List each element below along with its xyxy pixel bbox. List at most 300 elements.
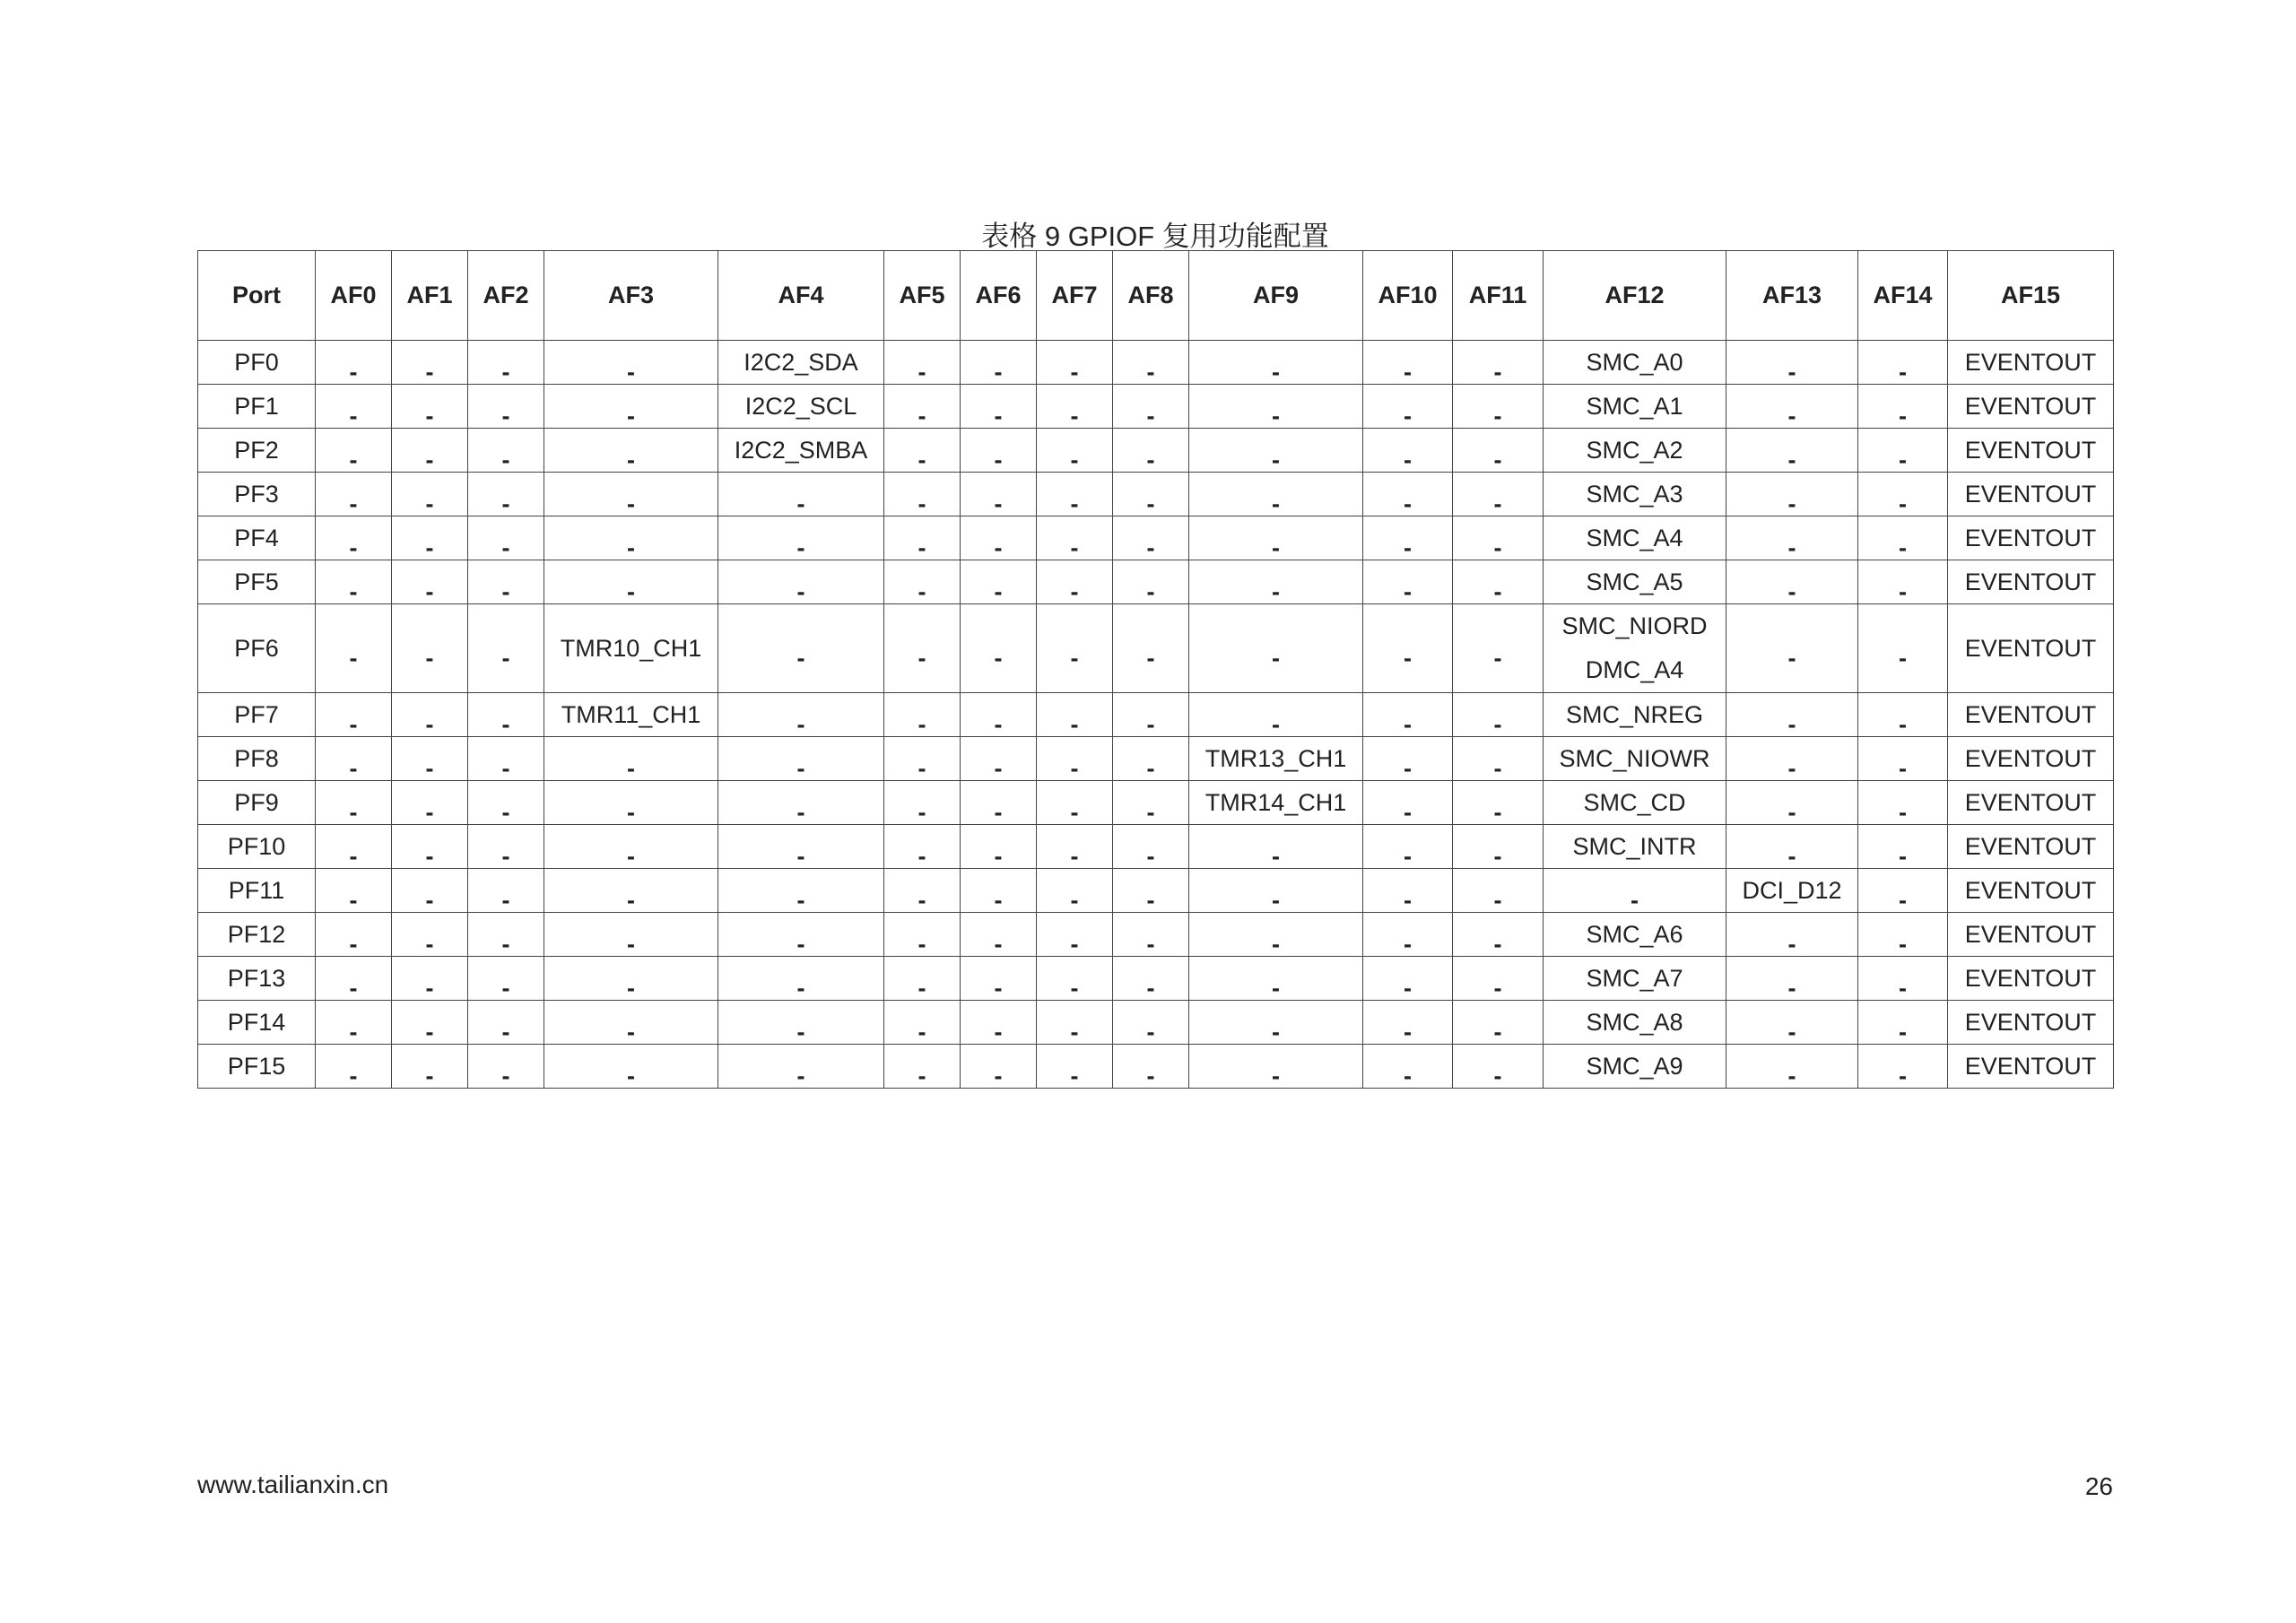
af-cell xyxy=(544,737,718,781)
empty-dash: - xyxy=(1272,974,1280,1001)
af-cell xyxy=(1726,1001,1858,1045)
af-cell xyxy=(884,473,961,516)
empty-dash: - xyxy=(1899,974,1907,1001)
af-cell xyxy=(1037,957,1113,1001)
af-cell xyxy=(1037,516,1113,560)
empty-dash: - xyxy=(349,644,358,672)
port-cell xyxy=(198,516,316,560)
af-cell xyxy=(1544,957,1726,1001)
af-cell xyxy=(1037,560,1113,604)
af-cell xyxy=(1948,781,2114,825)
af-cell xyxy=(392,869,468,913)
af-cell xyxy=(1858,913,1948,957)
af-cell xyxy=(1726,560,1858,604)
empty-dash: - xyxy=(1787,644,1796,672)
empty-dash: - xyxy=(1493,534,1502,560)
af-cell xyxy=(1037,604,1113,693)
empty-dash: - xyxy=(1787,358,1796,385)
af-cell xyxy=(316,516,392,560)
af-cell xyxy=(1037,473,1113,516)
af-cell xyxy=(884,957,961,1001)
af-cell xyxy=(468,825,544,869)
empty-dash: - xyxy=(1272,886,1280,913)
empty-dash: - xyxy=(918,446,926,473)
af-cell xyxy=(718,473,884,516)
empty-dash: - xyxy=(1070,644,1079,672)
af-cell xyxy=(961,1001,1037,1045)
af-cell xyxy=(1453,516,1544,560)
af-cell xyxy=(1453,737,1544,781)
cell-text: EVENTOUT xyxy=(1964,964,2097,992)
table-row xyxy=(198,913,2114,957)
empty-dash: - xyxy=(918,1018,926,1045)
header-cell: AF13 xyxy=(1726,251,1858,341)
af-cell xyxy=(1544,385,1726,429)
af-cell xyxy=(1726,473,1858,516)
af-cell xyxy=(544,693,718,737)
empty-dash: - xyxy=(1146,930,1155,957)
table-row xyxy=(198,1045,2114,1089)
af-cell xyxy=(1113,516,1189,560)
af-cell xyxy=(1948,604,2114,693)
empty-dash: - xyxy=(1787,1018,1796,1045)
empty-dash: - xyxy=(1146,710,1155,737)
table-row xyxy=(198,341,2114,385)
af-cell xyxy=(1113,473,1189,516)
empty-dash: - xyxy=(1899,798,1907,825)
af-cell xyxy=(1453,385,1544,429)
af-cell xyxy=(1113,913,1189,957)
af-cell xyxy=(1726,341,1858,385)
af-cell xyxy=(1113,1001,1189,1045)
af-cell xyxy=(1726,429,1858,473)
af-cell xyxy=(718,869,884,913)
af-cell xyxy=(1363,341,1453,385)
af-cell xyxy=(1726,604,1858,693)
empty-dash: - xyxy=(1493,402,1502,429)
af-cell xyxy=(1858,385,1948,429)
af-cell xyxy=(468,693,544,737)
empty-dash: - xyxy=(1272,1062,1280,1089)
af-cell xyxy=(1189,560,1363,604)
cell-text: EVENTOUT xyxy=(1964,392,2097,420)
empty-dash: - xyxy=(349,974,358,1001)
empty-dash: - xyxy=(349,798,358,825)
empty-dash: - xyxy=(349,930,358,957)
af-cell xyxy=(1189,385,1363,429)
af-cell xyxy=(1726,693,1858,737)
empty-dash: - xyxy=(918,534,926,560)
empty-dash: - xyxy=(1899,644,1907,672)
cell-text: EVENTOUT xyxy=(1964,876,2097,904)
af-cell xyxy=(884,913,961,957)
af-cell xyxy=(718,1045,884,1089)
port-cell xyxy=(198,560,316,604)
af-cell xyxy=(1363,693,1453,737)
port-cell xyxy=(198,825,316,869)
af-cell xyxy=(1037,693,1113,737)
empty-dash: - xyxy=(501,534,510,560)
af-cell xyxy=(1363,560,1453,604)
empty-dash: - xyxy=(627,577,635,604)
af-cell xyxy=(544,429,718,473)
empty-dash: - xyxy=(627,754,635,781)
af-cell xyxy=(316,1045,392,1089)
table-row xyxy=(198,429,2114,473)
af-cell xyxy=(468,516,544,560)
empty-dash: - xyxy=(994,974,1003,1001)
empty-dash: - xyxy=(1899,710,1907,737)
cell-text: I2C2_SMBA xyxy=(734,436,868,464)
af-cell xyxy=(1189,781,1363,825)
af-cell xyxy=(1037,429,1113,473)
af-cell xyxy=(316,604,392,693)
empty-dash: - xyxy=(1493,358,1502,385)
af-cell xyxy=(316,341,392,385)
empty-dash: - xyxy=(1493,886,1502,913)
empty-dash: - xyxy=(1787,402,1796,429)
empty-dash: - xyxy=(918,930,926,957)
cell-text: PF14 xyxy=(227,1008,286,1036)
af-cell xyxy=(392,560,468,604)
empty-dash: - xyxy=(627,974,635,1001)
af-cell xyxy=(1544,781,1726,825)
cell-text: EVENTOUT xyxy=(1964,1052,2097,1080)
af-cell xyxy=(1858,825,1948,869)
af-cell xyxy=(1363,516,1453,560)
af-cell xyxy=(1544,341,1726,385)
empty-dash: - xyxy=(1070,402,1079,429)
af-cell xyxy=(1948,825,2114,869)
af-cell-line: DMC_A4 xyxy=(1585,656,1684,683)
table-row xyxy=(198,473,2114,516)
cell-text: EVENTOUT xyxy=(1964,744,2097,772)
table-row xyxy=(198,1001,2114,1045)
af-cell xyxy=(468,604,544,693)
af-cell xyxy=(718,341,884,385)
empty-dash: - xyxy=(1404,886,1412,913)
af-cell xyxy=(468,737,544,781)
af-cell xyxy=(544,957,718,1001)
cell-text: PF10 xyxy=(227,832,286,860)
af-cell xyxy=(392,516,468,560)
af-cell xyxy=(1948,737,2114,781)
empty-dash: - xyxy=(1070,577,1079,604)
af-cell xyxy=(392,781,468,825)
af-cell xyxy=(718,604,884,693)
port-cell xyxy=(198,1045,316,1089)
af-cell xyxy=(468,560,544,604)
empty-dash: - xyxy=(349,490,358,516)
port-cell xyxy=(198,737,316,781)
af-cell xyxy=(1544,604,1726,693)
cell-text: EVENTOUT xyxy=(1964,700,2097,728)
af-cell xyxy=(1037,737,1113,781)
empty-dash: - xyxy=(1272,402,1280,429)
cell-text: TMR11_CH1 xyxy=(561,700,701,728)
empty-dash: - xyxy=(425,534,434,560)
af-cell xyxy=(1544,913,1726,957)
empty-dash: - xyxy=(1272,534,1280,560)
af-cell xyxy=(1363,825,1453,869)
empty-dash: - xyxy=(796,1018,805,1045)
af-cell xyxy=(1113,693,1189,737)
af-cell xyxy=(1726,825,1858,869)
empty-dash: - xyxy=(501,842,510,869)
af-cell xyxy=(961,473,1037,516)
cell-text: SMC_A2 xyxy=(1586,436,1683,464)
port-cell xyxy=(198,957,316,1001)
af-cell xyxy=(392,737,468,781)
af-cell xyxy=(718,385,884,429)
af-cell xyxy=(884,737,961,781)
cell-text: SMC_A8 xyxy=(1586,1008,1683,1036)
empty-dash: - xyxy=(501,577,510,604)
empty-dash: - xyxy=(796,974,805,1001)
af-cell xyxy=(1453,957,1544,1001)
empty-dash: - xyxy=(501,710,510,737)
cell-text: TMR13_CH1 xyxy=(1205,744,1347,772)
af-cell xyxy=(316,560,392,604)
af-cell xyxy=(961,516,1037,560)
empty-dash: - xyxy=(1787,710,1796,737)
empty-dash: - xyxy=(1493,754,1502,781)
empty-dash: - xyxy=(627,490,635,516)
af-cell xyxy=(544,1045,718,1089)
cell-text: SMC_CD xyxy=(1583,788,1686,816)
empty-dash: - xyxy=(1146,798,1155,825)
af-cell xyxy=(1726,1045,1858,1089)
cell-text: SMC_A1 xyxy=(1586,392,1683,420)
cell-text: PF2 xyxy=(234,436,279,464)
header-cell: AF1 xyxy=(392,251,468,341)
af-cell xyxy=(392,385,468,429)
cell-text: SMC_NIOWR xyxy=(1559,744,1710,772)
af-cell xyxy=(718,693,884,737)
af-cell xyxy=(468,1045,544,1089)
empty-dash: - xyxy=(1493,490,1502,516)
af-cell xyxy=(544,473,718,516)
empty-dash: - xyxy=(349,446,358,473)
port-cell xyxy=(198,781,316,825)
empty-dash: - xyxy=(796,1062,805,1089)
empty-dash: - xyxy=(1493,446,1502,473)
empty-dash: - xyxy=(1146,490,1155,516)
af-cell xyxy=(718,825,884,869)
empty-dash: - xyxy=(349,534,358,560)
af-cell xyxy=(1189,1001,1363,1045)
af-cell xyxy=(1189,516,1363,560)
af-cell xyxy=(544,385,718,429)
af-cell xyxy=(1726,737,1858,781)
empty-dash: - xyxy=(1272,577,1280,604)
af-cell xyxy=(961,1045,1037,1089)
empty-dash: - xyxy=(1070,490,1079,516)
empty-dash: - xyxy=(994,710,1003,737)
af-cell xyxy=(884,869,961,913)
cell-text: PF11 xyxy=(228,876,285,904)
empty-dash: - xyxy=(918,358,926,385)
af-cell xyxy=(1544,1001,1726,1045)
af-cell xyxy=(961,429,1037,473)
cell-text: SMC_A9 xyxy=(1586,1052,1683,1080)
af-cell xyxy=(316,429,392,473)
cell-text: SMC_A7 xyxy=(1586,964,1683,992)
af-cell xyxy=(1189,1045,1363,1089)
af-cell xyxy=(884,429,961,473)
cell-text: PF9 xyxy=(234,788,279,816)
empty-dash: - xyxy=(349,402,358,429)
af-cell xyxy=(884,604,961,693)
cell-text: SMC_A3 xyxy=(1586,480,1683,508)
af-cell xyxy=(316,957,392,1001)
empty-dash: - xyxy=(627,402,635,429)
empty-dash: - xyxy=(1787,1062,1796,1089)
af-cell xyxy=(544,341,718,385)
af-cell xyxy=(316,869,392,913)
empty-dash: - xyxy=(1070,1062,1079,1089)
af-cell xyxy=(1363,913,1453,957)
empty-dash: - xyxy=(425,974,434,1001)
page-number: 26 xyxy=(2084,1472,2113,1500)
empty-dash: - xyxy=(501,798,510,825)
empty-dash: - xyxy=(1146,358,1155,385)
af-cell xyxy=(392,957,468,1001)
empty-dash: - xyxy=(349,577,358,604)
af-cell xyxy=(392,473,468,516)
empty-dash: - xyxy=(1493,710,1502,737)
af-cell xyxy=(884,516,961,560)
empty-dash: - xyxy=(1787,577,1796,604)
af-cell xyxy=(1113,825,1189,869)
af-cell xyxy=(884,781,961,825)
empty-dash: - xyxy=(918,644,926,672)
table-row xyxy=(198,869,2114,913)
empty-dash: - xyxy=(994,1062,1003,1089)
af-cell xyxy=(316,737,392,781)
header-cell: AF15 xyxy=(1948,251,2114,341)
cell-text: TMR10_CH1 xyxy=(560,634,702,662)
cell-text: PF6 xyxy=(234,634,279,662)
af-cell xyxy=(1858,737,1948,781)
empty-dash: - xyxy=(1272,446,1280,473)
empty-dash: - xyxy=(918,402,926,429)
header-cell: AF10 xyxy=(1363,251,1453,341)
header-cell: AF7 xyxy=(1037,251,1113,341)
empty-dash: - xyxy=(1404,974,1412,1001)
header-cell: AF5 xyxy=(884,251,961,341)
empty-dash: - xyxy=(796,644,805,672)
empty-dash: - xyxy=(1404,930,1412,957)
port-cell xyxy=(198,341,316,385)
empty-dash: - xyxy=(796,798,805,825)
empty-dash: - xyxy=(918,710,926,737)
af-cell xyxy=(1363,1001,1453,1045)
empty-dash: - xyxy=(1070,974,1079,1001)
af-cell xyxy=(961,560,1037,604)
af-cell xyxy=(1726,516,1858,560)
af-cell xyxy=(1858,1045,1948,1089)
empty-dash: - xyxy=(627,446,635,473)
af-cell xyxy=(1948,341,2114,385)
af-cell xyxy=(1948,1001,2114,1045)
cell-text: EVENTOUT xyxy=(1964,524,2097,551)
cell-text: PF5 xyxy=(234,568,279,595)
af-cell xyxy=(718,429,884,473)
empty-dash: - xyxy=(1146,1018,1155,1045)
empty-dash: - xyxy=(501,974,510,1001)
empty-dash: - xyxy=(1899,577,1907,604)
empty-dash: - xyxy=(1631,886,1639,913)
af-cell xyxy=(1037,1001,1113,1045)
empty-dash: - xyxy=(425,358,434,385)
af-cell xyxy=(1037,913,1113,957)
af-cell xyxy=(1453,825,1544,869)
empty-dash: - xyxy=(627,798,635,825)
header-cell: AF3 xyxy=(544,251,718,341)
port-cell xyxy=(198,473,316,516)
af-cell xyxy=(316,385,392,429)
empty-dash: - xyxy=(425,710,434,737)
cell-text: SMC_INTR xyxy=(1572,832,1697,860)
af-cell xyxy=(1189,473,1363,516)
empty-dash: - xyxy=(796,754,805,781)
af-cell xyxy=(468,341,544,385)
af-cell xyxy=(1363,869,1453,913)
empty-dash: - xyxy=(501,1062,510,1089)
empty-dash: - xyxy=(501,644,510,672)
af-cell xyxy=(718,781,884,825)
af-cell xyxy=(1544,473,1726,516)
af-cell xyxy=(1858,869,1948,913)
af-cell xyxy=(1113,781,1189,825)
empty-dash: - xyxy=(1146,886,1155,913)
af-cell xyxy=(1189,341,1363,385)
empty-dash: - xyxy=(425,402,434,429)
af-cell xyxy=(1948,869,2114,913)
empty-dash: - xyxy=(918,886,926,913)
empty-dash: - xyxy=(1070,710,1079,737)
header-cell: AF11 xyxy=(1453,251,1544,341)
empty-dash: - xyxy=(1404,534,1412,560)
af-cell xyxy=(1453,913,1544,957)
empty-dash: - xyxy=(1493,577,1502,604)
empty-dash: - xyxy=(1146,446,1155,473)
af-cell xyxy=(1948,1045,2114,1089)
af-cell xyxy=(392,429,468,473)
empty-dash: - xyxy=(627,534,635,560)
empty-dash: - xyxy=(1493,842,1502,869)
af-cell xyxy=(1544,1045,1726,1089)
cell-text: EVENTOUT xyxy=(1964,436,2097,464)
empty-dash: - xyxy=(349,754,358,781)
cell-text: PF13 xyxy=(227,964,286,992)
table-row xyxy=(198,957,2114,1001)
af-cell xyxy=(1363,781,1453,825)
af-cell xyxy=(392,693,468,737)
af-cell xyxy=(718,1001,884,1045)
cell-text: I2C2_SCL xyxy=(744,392,857,420)
empty-dash: - xyxy=(349,886,358,913)
empty-dash: - xyxy=(501,1018,510,1045)
af-cell xyxy=(1858,604,1948,693)
header-row xyxy=(198,251,2114,341)
af-cell xyxy=(1113,957,1189,1001)
empty-dash: - xyxy=(1493,1018,1502,1045)
cell-text: EVENTOUT xyxy=(1964,920,2097,948)
port-cell xyxy=(198,1001,316,1045)
af-cell xyxy=(1726,913,1858,957)
